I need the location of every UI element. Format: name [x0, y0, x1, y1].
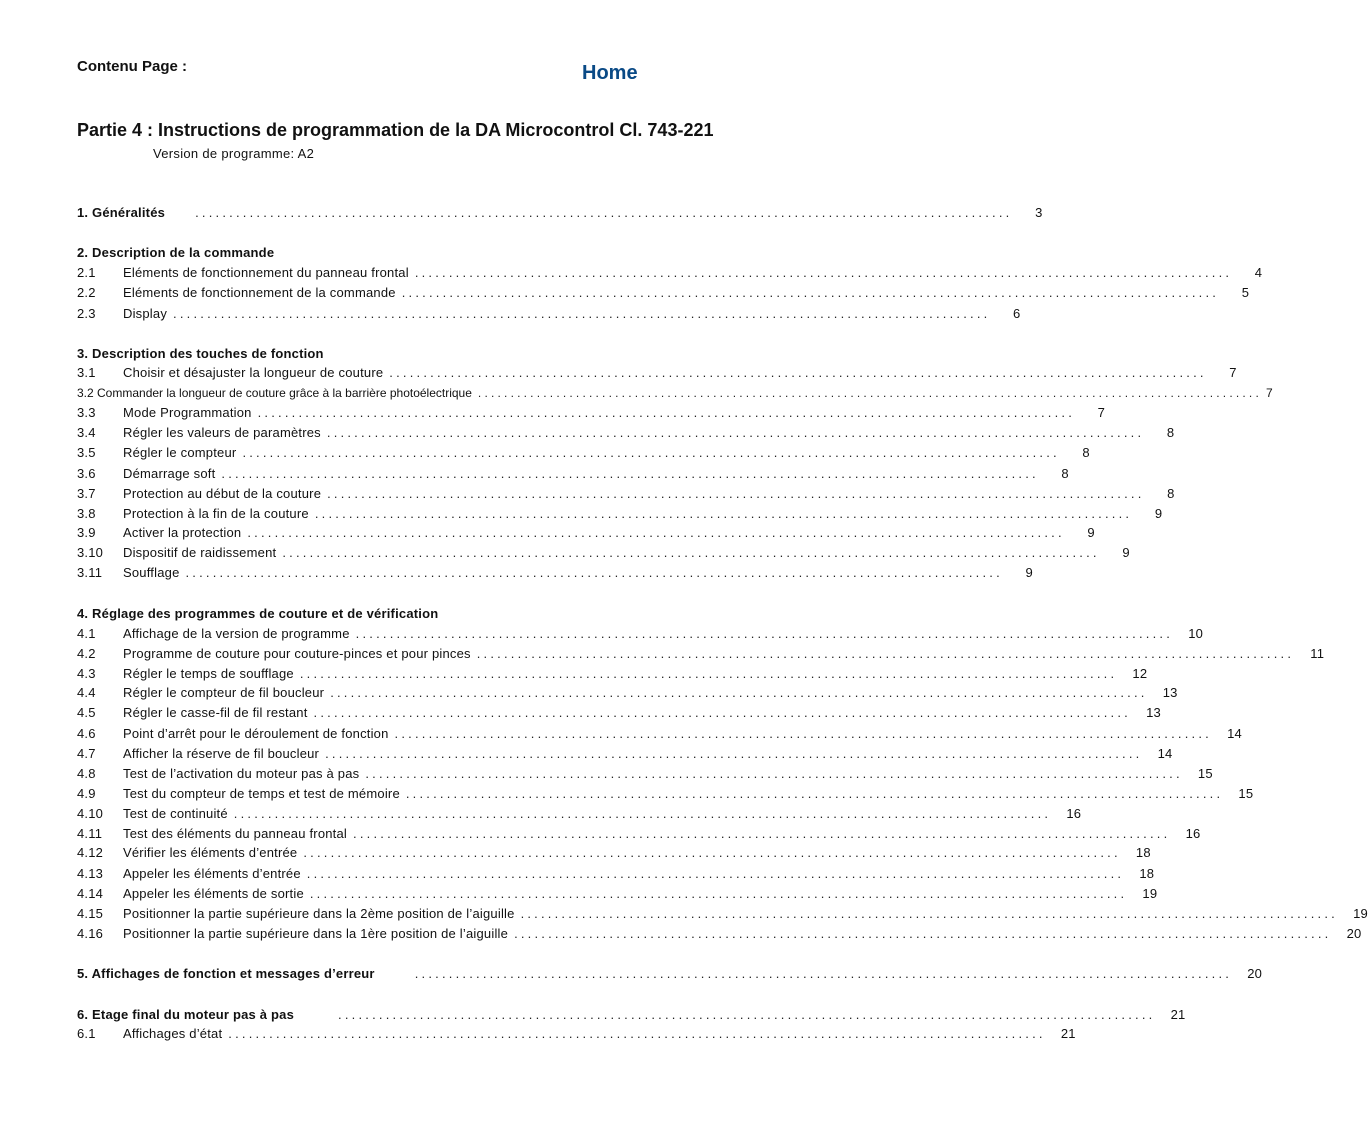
toc-entry-4-12[interactable] [77, 844, 1151, 862]
toc-entry-title: Positionner la partie supérieure dans la 2ème position de l’aiguille [123, 906, 515, 921]
toc-entry-4-13[interactable] [77, 865, 1155, 883]
toc-entry-number: 4.10 [77, 806, 104, 821]
toc-entry-number: 4.1 [77, 626, 96, 641]
toc-entry-title: Activer la protection [123, 525, 242, 540]
toc-page-number: 19 [1142, 886, 1158, 901]
toc-entry-4-2[interactable] [77, 645, 1325, 663]
toc-entry-title: Point d’arrêt pour le déroulement de fonction [123, 726, 389, 741]
toc-entry-number: 4.5 [77, 705, 96, 720]
toc-section-title: 6. Etage final du moteur pas à pas [77, 1007, 295, 1022]
toc-entry-number: 2.2 [77, 285, 96, 300]
toc-entry-4-16[interactable] [77, 925, 1362, 943]
dot-leader: ........................................................................................................................ [309, 886, 1128, 901]
toc-entry-number: 3.5 [77, 445, 96, 460]
toc-entry-title: Programme de couture pour couture-pinces et pour pinces [123, 646, 471, 661]
dot-leader: ........................................................................................................................ [355, 626, 1174, 641]
dot-leader: ........................................................................................................................ [520, 906, 1338, 921]
toc-entry-number: 4.8 [77, 766, 96, 781]
toc-page-number: 11 [1310, 646, 1325, 661]
toc-entry-title: Affichages d’état [123, 1026, 223, 1041]
dot-leader: ........................................................................................................................ [303, 845, 1121, 860]
toc-entry-title: Test du compteur de temps et test de mémoire [123, 786, 400, 801]
dot-leader: ........................................................................................................................ [414, 966, 1233, 981]
toc-section-title: 2. Description de la commande [77, 245, 275, 260]
toc-entry-title: Display [123, 306, 168, 321]
toc-page-number: 7 [1229, 365, 1237, 380]
dot-leader: ........................................................................................................................ [394, 726, 1212, 741]
toc-page-number: 18 [1139, 866, 1155, 881]
toc-section-1[interactable] [77, 204, 1043, 222]
toc-page-number: 8 [1061, 466, 1069, 481]
toc-page-number: 18 [1135, 845, 1151, 860]
toc-page-number: 13 [1146, 705, 1161, 720]
toc-entry-number: 3.8 [77, 506, 96, 521]
toc-page-number: 9 [1025, 565, 1033, 580]
dot-leader: ........................................................................................................................ [233, 806, 1052, 821]
dot-leader: ........................................................................................................................ [414, 265, 1233, 280]
toc-page-number: 7 [1097, 405, 1106, 420]
toc-entry-title: Soufflage [123, 565, 180, 580]
dot-leader: ........................................................................................................................ [405, 786, 1224, 801]
toc-entry-title: Appeler les éléments de sortie [123, 886, 304, 901]
toc-section-title: 1. Généralités [77, 205, 166, 220]
toc-entry-3-6[interactable] [77, 465, 1069, 483]
toc-page-number: 9 [1087, 525, 1095, 540]
toc-entry-title: Vérifier les éléments d’entrée [123, 845, 298, 860]
dot-leader: ........................................................................................................................ [325, 746, 1143, 761]
dot-leader: ........................................................................................................................ [221, 466, 1039, 481]
contenu-page-label: Contenu Page : [77, 58, 188, 75]
toc-page-number: 20 [1346, 926, 1362, 941]
toc-entry-3-1[interactable] [77, 364, 1237, 382]
toc-entry-title: Choisir et désajuster la longueur de couture [123, 365, 384, 380]
toc-entry-3-9[interactable] [77, 524, 1095, 542]
toc-entry-title: Protection au début de la couture [123, 486, 322, 501]
toc-page-number: 20 [1247, 966, 1263, 981]
toc-entry-number: 3.6 [77, 466, 96, 481]
dot-leader: ........................................................................................................................ [314, 506, 1133, 521]
toc-page-number: 10 [1188, 626, 1204, 641]
dot-leader: ........................................................................................................................ [476, 646, 1295, 661]
toc-page-number: 9 [1122, 545, 1130, 560]
toc-entry-3-11[interactable] [77, 564, 1033, 582]
dot-leader: ........................................................................................................................ [401, 285, 1220, 300]
dot-leader: ........................................................................................................................ [242, 445, 1060, 460]
dot-leader: ........................................................................................................................ [299, 666, 1118, 681]
toc-entry-title: Régler les valeurs de paramètres [123, 425, 321, 440]
dot-leader: ........................................................................................................................ [195, 205, 1013, 220]
toc-page-number: 3 [1035, 205, 1043, 220]
toc-entry-number: 2.1 [77, 265, 96, 280]
toc-page-number: 16 [1066, 806, 1082, 821]
toc-entry-3-5[interactable] [77, 444, 1090, 462]
toc-entry-title: Appeler les éléments d’entrée [123, 866, 301, 881]
toc-entry-number: 4.7 [77, 746, 96, 761]
toc-entry-title: Afficher la réserve de fil boucleur [123, 746, 320, 761]
toc-entry-title: Protection à la fin de la couture [123, 506, 309, 521]
dot-leader: ........................................................................................................................ [313, 705, 1131, 720]
toc-entry-title: Test de l’activation du moteur pas à pas [123, 766, 360, 781]
toc-page-number: 8 [1082, 445, 1090, 460]
toc-entry-number: 4.4 [77, 685, 96, 700]
toc-entry-title: Eléments de fonctionnement du panneau frontal [123, 265, 409, 280]
dot-leader: ........................................................................................................................ [247, 525, 1065, 540]
toc-page-number: 12 [1132, 666, 1148, 681]
toc-entry-title: Positionner la partie supérieure dans la 1ère position de l’aiguille [123, 926, 509, 941]
toc-entry-title: Mode Programmation [123, 405, 252, 420]
toc-entry-4-11[interactable] [77, 825, 1201, 843]
toc-entry-number: 3.7 [77, 486, 96, 501]
toc-entry-number: 4.15 [77, 906, 104, 921]
toc-section-title: 4. Réglage des programmes de couture et de vérification [77, 606, 439, 621]
toc-entry-3-3[interactable] [77, 404, 1106, 422]
toc-section-5[interactable] [77, 965, 1263, 983]
dot-leader: ........................................................................................................................ [282, 545, 1100, 560]
toc-entry-number: 4.9 [77, 786, 96, 801]
toc-entry-4-3[interactable] [77, 665, 1148, 683]
toc-entry-4-4[interactable] [77, 684, 1178, 702]
dot-leader: ........................................................................................................................ [389, 365, 1207, 380]
toc-entry-3-7[interactable] [77, 485, 1175, 503]
toc-entry-number: 2.3 [77, 306, 96, 321]
toc-entry-title: Démarrage soft [123, 466, 216, 481]
dot-leader: ........................................................................................................................ [327, 486, 1145, 501]
toc-entry-title: Test des éléments du panneau frontal [123, 826, 348, 841]
toc-entry-4-9[interactable] [77, 785, 1254, 803]
dot-leader: ........................................................................................................................ [365, 766, 1183, 781]
toc-entry-4-10[interactable] [77, 805, 1082, 823]
toc-page-number: 16 [1185, 826, 1201, 841]
toc-entry-number: 3.11 [77, 565, 103, 580]
toc-entry-6-1[interactable] [77, 1025, 1076, 1043]
toc-entry-title: Eléments de fonctionnement de la commande [123, 285, 396, 300]
dot-leader: ........................................................................................................................ [257, 405, 1076, 420]
toc-entry-title: Affichage de la version de programme [123, 626, 350, 641]
toc-entry-number: 3.1 [77, 365, 96, 380]
toc-page-number: 8 [1167, 486, 1175, 501]
toc-entry-number: 3.3 [77, 405, 96, 420]
toc-entry-number: 3.9 [77, 525, 96, 540]
toc-entry-4-6[interactable] [77, 725, 1242, 743]
toc-entry-3-4[interactable] [77, 424, 1175, 442]
toc-page-number: 6 [1013, 306, 1021, 321]
toc-page-number: 19 [1353, 906, 1368, 921]
toc-section-title: 5. Affichages de fonction et messages d’erreur [77, 966, 375, 981]
toc-page-number: 15 [1197, 766, 1213, 781]
toc-entry-number: 6.1 [77, 1026, 96, 1041]
toc-entry-4-7[interactable] [77, 745, 1173, 763]
toc-entry-title: Régler le casse-fil de fil restant [123, 705, 308, 720]
toc-entry-4-15[interactable] [77, 905, 1368, 923]
toc-entry-number: 4.2 [77, 646, 96, 661]
dot-leader: ........................................................................................................................ [353, 826, 1171, 841]
toc-entry-number: 4.11 [77, 826, 103, 841]
toc-entry-number: 4.14 [77, 886, 104, 901]
dot-leader: ........................................................................................................................ [338, 1007, 1156, 1022]
toc-entry-title: Régler le compteur [123, 445, 237, 460]
toc-entry-number: 4.3 [77, 666, 96, 681]
toc-page-number: 7 [1265, 386, 1273, 400]
program-version: Version de programme: A2 [153, 146, 315, 161]
toc-entry-4-8[interactable] [77, 765, 1213, 783]
toc-page-number: 15 [1238, 786, 1254, 801]
toc-section-title: 3. Description des touches de fonction [77, 346, 324, 361]
dot-leader: ........................................................................................................................ [185, 565, 1003, 580]
dot-leader: ........................................................................................................................ [173, 306, 991, 321]
toc-entry-number: 4.13 [77, 866, 104, 881]
dot-leader: ........................................................................................................................ [514, 926, 1332, 941]
toc-page-number: 14 [1157, 746, 1173, 761]
toc-entry-3-2[interactable] [77, 384, 1273, 402]
home-link[interactable]: Home [582, 62, 638, 84]
toc-section-2 [77, 244, 764, 262]
toc-entry-number: 4.16 [77, 926, 104, 941]
toc-entry-3-10[interactable] [77, 544, 1130, 562]
dot-leader: ........................................................................................................................ [477, 386, 1262, 400]
toc-entry-title: Régler le temps de soufflage [123, 666, 294, 681]
toc-entry-4-14[interactable] [77, 885, 1158, 903]
toc-page-number: 14 [1227, 726, 1242, 741]
dot-leader: ........................................................................................................................ [326, 425, 1145, 440]
toc-entry-title: Dispositif de raidissement [123, 545, 277, 560]
dot-leader: ........................................................................................................................ [330, 685, 1148, 700]
toc-entry-2-1[interactable] [77, 264, 1263, 282]
toc-entry-3-8[interactable] [77, 505, 1163, 523]
toc-page-number: 4 [1254, 265, 1263, 280]
toc-page-number: 21 [1170, 1007, 1186, 1022]
toc-entry-4-1[interactable] [77, 625, 1204, 643]
toc-section-6[interactable] [77, 1006, 1186, 1024]
toc-entry-2-3[interactable] [77, 305, 1021, 323]
toc-entry-title: Régler le compteur de fil boucleur [123, 685, 325, 700]
dot-leader: ........................................................................................................................ [306, 866, 1125, 881]
toc-page-number: 21 [1060, 1026, 1076, 1041]
page-title: Partie 4 : Instructions de programmation de la DA Microcontrol Cl. 743-221 [77, 120, 714, 140]
toc-entry-2-2[interactable] [77, 284, 1250, 302]
toc-entry-number: 4.6 [77, 726, 96, 741]
dot-leader: ........................................................................................................................ [228, 1026, 1046, 1041]
toc-entry-4-5[interactable] [77, 704, 1161, 722]
toc-entry-number: 3.10 [77, 545, 104, 560]
toc-entry-title: 3.2 Commander la longueur de couture grâce à la barrière photoélectrique [77, 386, 472, 400]
toc-entry-number: 4.12 [77, 845, 104, 860]
toc-section-4 [77, 605, 764, 623]
toc-page-number: 13 [1162, 685, 1178, 700]
toc-page-number: 8 [1166, 425, 1175, 440]
toc-page-number: 5 [1241, 285, 1250, 300]
toc-page-number: 9 [1154, 506, 1163, 521]
toc-section-3 [77, 345, 764, 363]
toc-entry-title: Test de continuité [123, 806, 228, 821]
toc-entry-number: 3.4 [77, 425, 96, 440]
